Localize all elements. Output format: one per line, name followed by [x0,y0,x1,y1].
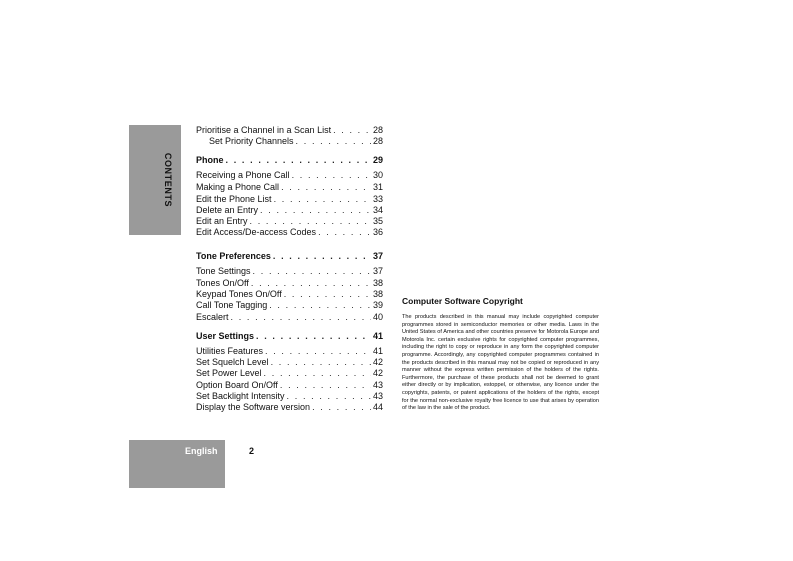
toc-leader-dots [296,135,371,147]
toc-entry [196,367,383,379]
toc-entry-title: Display the Software version [196,402,311,412]
contents-tab-label: CONTENTS [163,152,173,208]
toc-entry-page: 34 [372,205,383,215]
toc-entry-title: Edit Access/De-access Codes [196,227,317,237]
toc-entry-title: Phone [196,155,224,165]
toc-entry [196,135,383,147]
toc-entry-title: Edit an Entry [196,216,248,226]
toc-entry-page: 28 [372,136,383,146]
copyright-body: The products described in this manual may include copyrighted computer programmes stored in semiconductor memories or other media. Laws in the United States of America and other countries preserve for Motorola Europe and Motorola Inc. certain exclusive rights for copyrighted computer programmes, including the right to copy or reproduce in any form the copyrighted computer programme. Accordingly, any copyrighted computer programmes contained in the products described in this manual may not be copied or reproduced in any manner without the express written permission of the holders of the rights. Furthermore, the purchase of these products shall not be deemed to grant either directly or by implication, estoppel, or otherwise, any licence under the copyrights, patents, or patent applications of the holders of the rights, except for the normal non-exclusive royalty free licence to use that arises by operation of the law in the sale of the product. [402,314,599,412]
toc-entry-page: 44 [372,402,383,412]
toc-leader-dots [253,265,371,277]
toc-entry-title: Keypad Tones On/Off [196,289,282,299]
page-number: 2 [249,446,255,456]
toc-entry-page: 28 [372,125,383,135]
toc-entry-title: Option Board On/Off [196,380,278,390]
toc-entry [196,299,383,311]
toc-entry-title: Making a Phone Call [196,182,280,192]
toc-entry-page: 30 [372,170,383,180]
toc-entry-page: 39 [372,300,383,310]
toc-entry-page: 41 [372,331,383,341]
toc-entry [196,181,383,193]
toc-entry-title: Tones On/Off [196,278,249,288]
toc-entry-title: Set Squelch Level [196,357,269,367]
toc-entry-title: Delete an Entry [196,205,259,215]
toc-entry-page: 33 [372,194,383,204]
toc-entry-title: Tone Settings [196,266,251,276]
toc-entry-title: Set Priority Channels [209,136,294,146]
toc-entry-page: 43 [372,391,383,401]
copyright-section [402,296,599,413]
toc-leader-dots [231,311,371,323]
toc-leader-dots [281,181,371,193]
toc-entry-title: Set Power Level [196,368,262,378]
toc-entry-title: Escalert [196,312,229,322]
toc-leader-dots [256,330,371,342]
toc-entry-page: 37 [372,251,383,261]
toc-entry [196,226,383,238]
toc-entry [196,330,383,342]
toc-entry-title: Tone Preferences [196,251,271,261]
toc-entry-title: User Settings [196,331,255,341]
toc-entry [196,154,383,166]
footer-language: English [185,446,218,456]
toc-entry-title: Call Tone Tagging [196,300,268,310]
toc-leader-dots [312,401,371,413]
toc-entry-page: 36 [372,227,383,237]
toc-entry-page: 35 [372,216,383,226]
toc-entry-page: 40 [372,312,383,322]
toc-entry-page: 42 [372,357,383,367]
toc-entry-title: Receiving a Phone Call [196,170,290,180]
toc-entry-page: 37 [372,266,383,276]
toc-leader-dots [226,154,371,166]
toc-entry [196,265,383,277]
toc-entry-title: Edit the Phone List [196,194,272,204]
toc-entry-page: 38 [372,278,383,288]
toc-entry [196,250,383,262]
contents-side-tab [129,125,181,235]
toc-leader-dots [292,169,371,181]
toc-entry [196,169,383,181]
toc-entry-title: Utilities Features [196,346,264,356]
toc-entry-title: Set Backlight Intensity [196,391,285,401]
toc-leader-dots [318,226,371,238]
toc-entry [196,401,383,413]
toc-entry-page: 43 [372,380,383,390]
toc-entry [196,311,383,323]
toc-entry-page: 31 [372,182,383,192]
toc-entry-page: 38 [372,289,383,299]
toc-entry-page: 41 [372,346,383,356]
toc-entry-title: Prioritise a Channel in a Scan List [196,125,332,135]
copyright-title: Computer Software Copyright [402,296,523,306]
toc-entry-page: 42 [372,368,383,378]
toc-leader-dots [273,250,371,262]
toc-leader-dots [269,299,371,311]
toc-leader-dots [264,367,371,379]
toc-entry-page: 29 [372,155,383,165]
